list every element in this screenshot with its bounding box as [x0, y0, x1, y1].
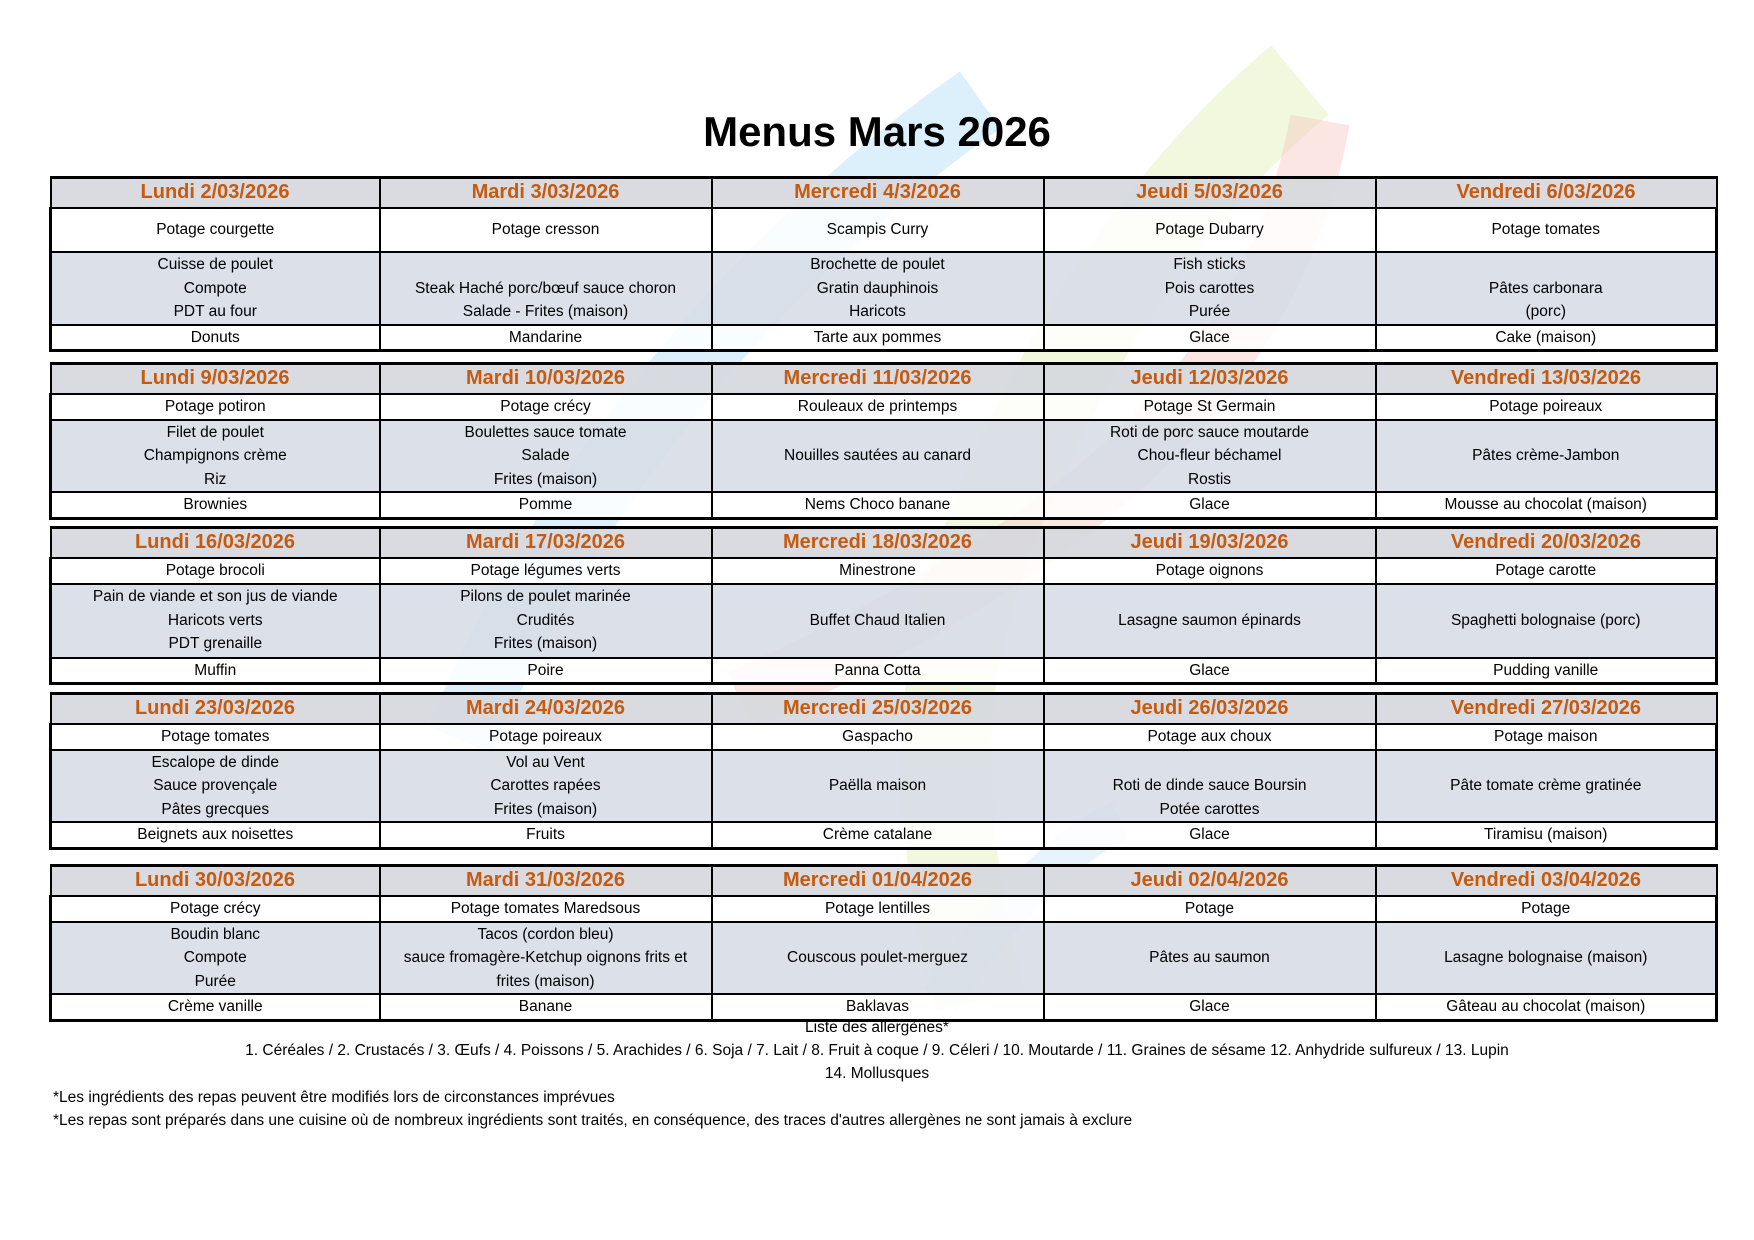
main-course-line: Cuisse de poulet — [157, 256, 273, 273]
soup-cell: Potage maison — [1376, 724, 1717, 750]
main-course-line: Lasagne saumon épinards — [1118, 611, 1301, 629]
day-header: Mardi 31/03/2026 — [380, 866, 712, 897]
main-course-cell — [51, 922, 380, 995]
main-course-line: Spaghetti bolognaise (porc) — [1450, 611, 1641, 629]
soup-cell: Potage tomates — [1376, 208, 1717, 252]
main-course-line: Pois carottes — [1164, 279, 1255, 297]
day-header: Lundi 16/03/2026 — [51, 528, 380, 559]
main-course-cell — [380, 252, 712, 325]
main-course-cell — [380, 922, 712, 995]
dessert-cell: Donuts — [51, 325, 380, 351]
main-course-line — [1049, 751, 1371, 775]
main-course-line: Fish sticks — [1173, 256, 1246, 273]
dessert-cell: Pudding vanille — [1376, 658, 1717, 684]
soup-cell: Potage poireaux — [1376, 394, 1717, 420]
day-header: Vendredi 27/03/2026 — [1376, 694, 1717, 725]
soup-cell: Potage courgette — [51, 208, 380, 252]
soup-cell: Gaspacho — [712, 724, 1044, 750]
main-course-line: Roti de porc sauce moutarde — [1109, 423, 1310, 441]
soup-cell: Minestrone — [712, 558, 1044, 584]
main-course-line: sauce fromagère-Ketchup oignons frits et — [403, 949, 688, 966]
main-course-cell — [51, 252, 380, 325]
dessert-cell: Crème catalane — [712, 822, 1044, 848]
main-course-line: Gratin dauphinois — [816, 279, 939, 297]
soup-cell: Potage crécy — [51, 896, 380, 922]
soup-cell: Potage — [1044, 896, 1376, 922]
day-header: Lundi 9/03/2026 — [51, 364, 380, 395]
main-course-line: Pâtes crème-Jambon — [1472, 447, 1620, 464]
dessert-cell: Glace — [1044, 325, 1376, 351]
soup-cell: Potage cresson — [380, 208, 712, 252]
main-course-line: Haricots — [849, 303, 906, 320]
main-course-line: Pâtes carbonara — [1488, 279, 1603, 297]
week-table-1 — [49, 176, 1718, 352]
dessert-cell: Poire — [380, 658, 712, 684]
soup-cell: Potage — [1376, 896, 1717, 922]
main-course-line: Boulettes sauce tomate — [464, 423, 627, 441]
day-header: Lundi 23/03/2026 — [51, 694, 380, 725]
dessert-cell: Baklavas — [712, 994, 1044, 1020]
soup-cell: Potage carotte — [1376, 558, 1717, 584]
day-header: Lundi 30/03/2026 — [51, 866, 380, 897]
main-course-line: Frites (maison) — [493, 470, 598, 488]
main-course-line: Compote — [183, 949, 247, 966]
main-course-line: Paëlla maison — [828, 777, 927, 794]
dessert-cell: Brownies — [51, 492, 380, 518]
day-header: Jeudi 5/03/2026 — [1044, 178, 1376, 209]
soup-cell: Potage St Germain — [1044, 394, 1376, 420]
main-course-line: Boudin blanc — [170, 925, 261, 943]
dessert-cell: Tiramisu (maison) — [1376, 822, 1717, 848]
day-header: Jeudi 02/04/2026 — [1044, 866, 1376, 897]
soup-cell: Rouleaux de printemps — [712, 394, 1044, 420]
dessert-cell: Glace — [1044, 658, 1376, 684]
main-course-cell — [1376, 420, 1717, 493]
day-header: Vendredi 6/03/2026 — [1376, 178, 1717, 209]
day-header: Lundi 2/03/2026 — [51, 178, 380, 209]
allergen-title: Liste des allergènes* — [805, 1019, 949, 1036]
dessert-cell: Fruits — [380, 822, 712, 848]
day-header: Jeudi 12/03/2026 — [1044, 364, 1376, 395]
main-course-line: Compote — [183, 279, 247, 297]
main-course-line: (porc) — [1525, 303, 1566, 320]
main-course-line: Lasagne bolognaise (maison) — [1444, 949, 1648, 966]
dessert-cell: Pomme — [380, 492, 712, 518]
main-course-line: Pâte tomate crème gratinée — [1450, 777, 1642, 794]
week-table-2 — [49, 362, 1718, 520]
main-course-line: Salade - Frites (maison) — [462, 303, 629, 320]
main-course-line: Escalope de dinde — [151, 753, 280, 771]
main-course-line: PDT au four — [173, 303, 257, 320]
main-course-cell — [1044, 922, 1376, 995]
day-header: Vendredi 03/04/2026 — [1376, 866, 1717, 897]
main-course-line: Pâtes grecques — [161, 800, 270, 818]
main-course-cell — [51, 750, 380, 823]
note-unforeseen-changes: *Les ingrédients des repas peuvent être modifiés lors de circonstances imprévues — [53, 1089, 615, 1106]
soup-cell: Potage oignons — [1044, 558, 1376, 584]
main-course-line: Salade — [521, 447, 570, 464]
main-course-line: Crudités — [516, 611, 575, 629]
main-course-line: Sauce provençale — [153, 777, 278, 794]
day-header: Jeudi 26/03/2026 — [1044, 694, 1376, 725]
dessert-cell: Tarte aux pommes — [712, 325, 1044, 351]
day-header: Mardi 24/03/2026 — [380, 694, 712, 725]
day-header: Mardi 10/03/2026 — [380, 364, 712, 395]
soup-cell: Potage Dubarry — [1044, 208, 1376, 252]
dessert-cell: Nems Choco banane — [712, 492, 1044, 518]
allergen-list-continued: 14. Mollusques — [824, 1065, 930, 1082]
day-header: Mardi 17/03/2026 — [380, 528, 712, 559]
day-header: Mercredi 25/03/2026 — [712, 694, 1044, 725]
main-course-line: Couscous poulet-merguez — [787, 949, 968, 966]
main-course-cell — [380, 750, 712, 823]
main-course-line: Haricots verts — [167, 611, 263, 629]
dessert-cell: Panna Cotta — [712, 658, 1044, 684]
main-course-cell — [712, 584, 1044, 658]
main-course-line: Filet de poulet — [166, 423, 264, 441]
main-course-cell — [51, 584, 380, 658]
main-course-cell — [712, 420, 1044, 493]
main-course-cell — [1376, 252, 1717, 325]
main-course-line: Roti de dinde sauce Boursin — [1112, 777, 1307, 794]
dessert-cell: Cake (maison) — [1376, 325, 1717, 351]
dessert-cell: Beignets aux noisettes — [51, 822, 380, 848]
day-header: Mercredi 11/03/2026 — [712, 364, 1044, 395]
allergen-list: 1. Céréales / 2. Crustacés / 3. Œufs / 4. Poissons / 5. Arachides / 6. Soja / 7. Lait / 8. Fruit à coque / 9. Céleri / 10. Moutarde / 11. Graines de sésame 12. Anhydride sulfureux / 13. Lupin — [245, 1042, 1509, 1059]
dessert-cell: Muffin — [51, 658, 380, 684]
soup-cell: Potage légumes verts — [380, 558, 712, 584]
main-course-cell — [1044, 750, 1376, 823]
main-course-line: Carottes rapées — [490, 777, 601, 794]
main-course-line: Pâtes au saumon — [1149, 949, 1270, 966]
soup-cell: Potage potiron — [51, 394, 380, 420]
day-header: Jeudi 19/03/2026 — [1044, 528, 1376, 559]
main-course-line: Potée carottes — [1159, 800, 1260, 818]
main-course-line: Rostis — [1187, 470, 1232, 488]
soup-cell: Potage aux choux — [1044, 724, 1376, 750]
main-course-cell — [712, 922, 1044, 995]
main-course-cell — [1044, 420, 1376, 493]
main-course-cell — [712, 252, 1044, 325]
main-course-line: Steak Haché porc/bœuf sauce choron — [414, 279, 677, 297]
dessert-cell: Mandarine — [380, 325, 712, 351]
main-course-line: Frites (maison) — [493, 635, 598, 653]
dessert-cell: Gâteau au chocolat (maison) — [1376, 994, 1717, 1020]
main-course-cell — [51, 420, 380, 493]
main-course-line: frites (maison) — [496, 972, 595, 990]
page-title: Menus Mars 2026 — [703, 108, 1051, 155]
dessert-cell: Banane — [380, 994, 712, 1020]
dessert-cell: Glace — [1044, 822, 1376, 848]
day-header: Mardi 3/03/2026 — [380, 178, 712, 209]
main-course-cell — [712, 750, 1044, 823]
main-course-cell — [380, 420, 712, 493]
main-course-line: Riz — [204, 470, 227, 488]
soup-cell: Potage crécy — [380, 394, 712, 420]
soup-cell: Potage tomates Maredsous — [380, 896, 712, 922]
dessert-cell: Crème vanille — [51, 994, 380, 1020]
main-course-cell — [1376, 922, 1717, 995]
main-course-line: Tacos (cordon bleu) — [477, 925, 614, 943]
dessert-cell: Mousse au chocolat (maison) — [1376, 492, 1717, 518]
dessert-cell: Glace — [1044, 994, 1376, 1020]
main-course-line: Buffet Chaud Italien — [809, 611, 946, 629]
soup-cell: Scampis Curry — [712, 208, 1044, 252]
main-course-line — [385, 253, 707, 277]
soup-cell: Potage brocoli — [51, 558, 380, 584]
main-course-cell — [380, 584, 712, 658]
main-course-line: Nouilles sautées au canard — [784, 447, 971, 464]
main-course-cell — [1376, 750, 1717, 823]
soup-cell: Potage lentilles — [712, 896, 1044, 922]
day-header: Mercredi 18/03/2026 — [712, 528, 1044, 559]
day-header: Mercredi 01/04/2026 — [712, 866, 1044, 897]
soup-cell: Potage tomates — [51, 724, 380, 750]
main-course-line: Chou-fleur béchamel — [1137, 447, 1282, 464]
dessert-cell: Glace — [1044, 492, 1376, 518]
soup-cell: Potage poireaux — [380, 724, 712, 750]
main-course-line: Purée — [1188, 303, 1231, 320]
main-course-line: Pain de viande et son jus de viande — [92, 588, 338, 606]
main-course-line: Champignons crème — [143, 447, 287, 464]
main-course-cell — [1044, 252, 1376, 325]
main-course-line: Pilons de poulet marinée — [460, 588, 631, 606]
week-table-3 — [49, 526, 1718, 685]
main-course-line: Purée — [194, 972, 236, 990]
main-course-line: PDT grenaille — [168, 635, 263, 653]
main-course-line — [1381, 253, 1712, 277]
main-course-line: Vol au Vent — [506, 753, 585, 771]
week-table-5 — [49, 864, 1718, 1022]
main-course-line: Frites (maison) — [493, 800, 598, 818]
main-course-line: Brochette de poulet — [810, 256, 945, 273]
main-course-cell — [1376, 584, 1717, 658]
day-header: Mercredi 4/3/2026 — [712, 178, 1044, 209]
note-allergen-traces: *Les repas sont préparés dans une cuisine où de nombreux ingrédients sont traités, en conséquence, des traces d'autres allergènes ne sont jamais à exclure — [53, 1112, 1133, 1129]
day-header: Vendredi 13/03/2026 — [1376, 364, 1717, 395]
week-table-4 — [49, 692, 1718, 850]
main-course-cell — [1044, 584, 1376, 658]
day-header: Vendredi 20/03/2026 — [1376, 528, 1717, 559]
